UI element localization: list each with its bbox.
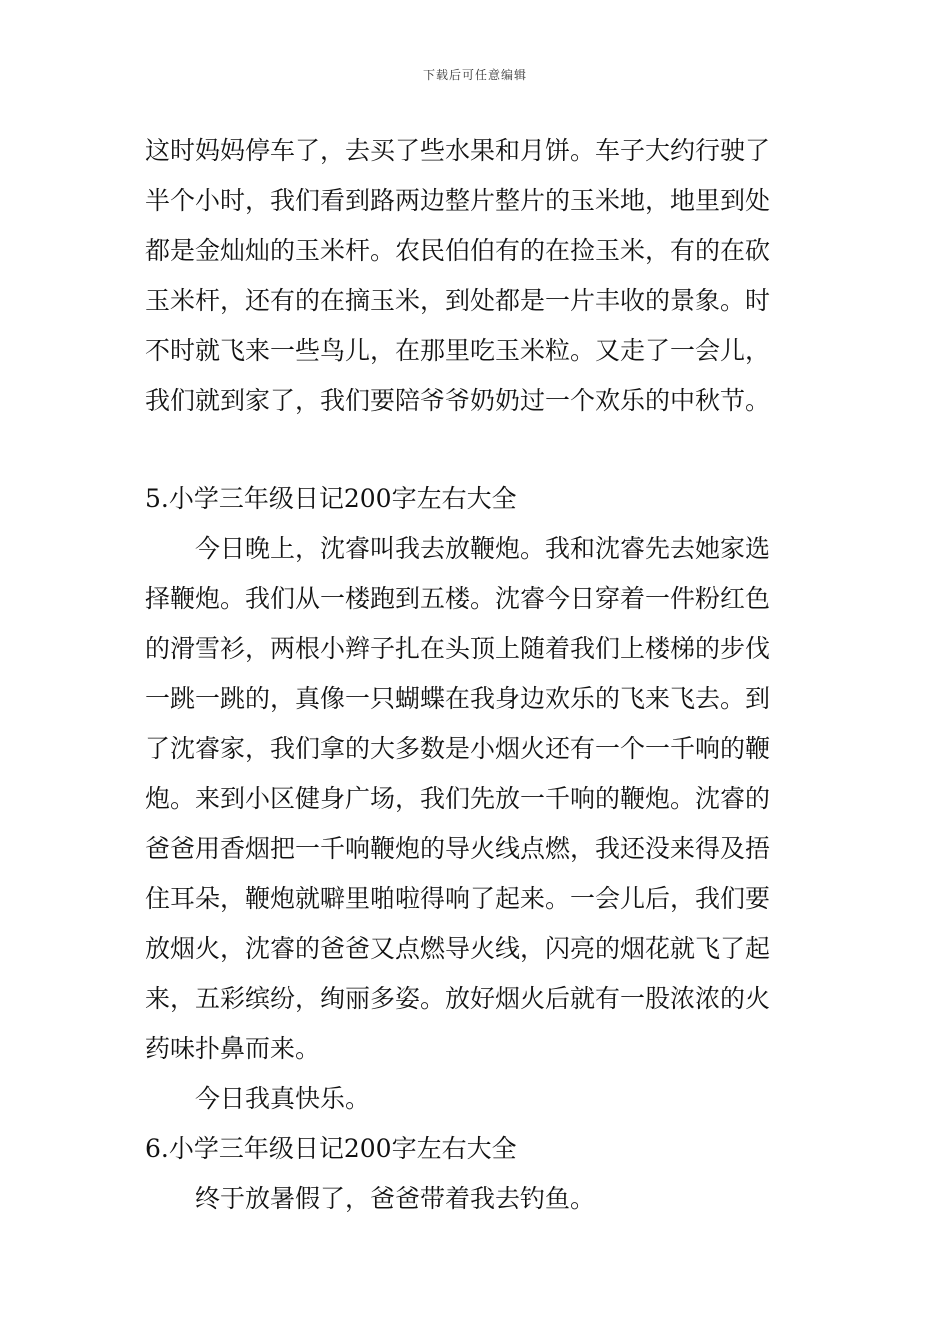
paragraph-line: 半个小时，我们看到路两边整片整片的玉米地，地里到处 [145, 186, 771, 215]
paragraph-line: 药味扑鼻而来。 [145, 1034, 321, 1063]
paragraph-line: 爸爸用香烟把一千响鞭炮的导火线点燃，我还没来得及捂 [145, 834, 771, 863]
section-6 [145, 1124, 810, 1224]
document-body [145, 126, 810, 1224]
paragraph-line: 我们就到家了，我们要陪爷爷奶奶过一个欢乐的中秋节。 [145, 386, 771, 415]
closing-line: 今日我真快乐。 [195, 1084, 371, 1113]
section-heading: 6.小学三年级日记200字左右大全 [145, 1134, 517, 1163]
paragraph-line: 玉米杆，还有的在摘玉米，到处都是一片丰收的景象。时 [145, 286, 771, 315]
paragraph-line: 来，五彩缤纷，绚丽多姿。放好烟火后就有一股浓浓的火 [145, 984, 771, 1013]
paragraph-line: 这时妈妈停车了，去买了些水果和月饼。车子大约行驶了 [145, 136, 771, 165]
paragraph-line: 不时就飞来一些鸟儿，在那里吃玉米粒。又走了一会儿， [145, 336, 771, 365]
paragraph-line: 终于放暑假了，爸爸带着我去钓鱼。 [195, 1184, 596, 1213]
paragraph-line: 的滑雪衫，两根小辫子扎在头顶上随着我们上楼梯的步伐 [145, 634, 771, 663]
paragraph-line: 住耳朵，鞭炮就噼里啪啦得响了起来。一会儿后，我们要 [145, 884, 771, 913]
section-heading: 5.小学三年级日记200字左右大全 [145, 484, 517, 513]
paragraph-line: 都是金灿灿的玉米杆。农民伯伯有的在捡玉米，有的在砍 [145, 236, 771, 265]
paragraph-line: 择鞭炮。我们从一楼跑到五楼。沈睿今日穿着一件粉红色 [145, 584, 771, 613]
paragraph-line: 了沈睿家，我们拿的大多数是小烟火还有一个一千响的鞭 [145, 734, 771, 763]
page-header: 下载后可任意编辑 [422, 68, 527, 82]
paragraph-line: 今日晚上，沈睿叫我去放鞭炮。我和沈睿先去她家选 [195, 534, 771, 563]
section-4-tail [145, 126, 810, 426]
section-gap [145, 426, 810, 474]
paragraph-line: 放烟火，沈睿的爸爸又点燃导火线，闪亮的烟花就飞了起 [145, 934, 771, 963]
paragraph-line: 一跳一跳的，真像一只蝴蝶在我身边欢乐的飞来飞去。到 [145, 684, 771, 713]
paragraph-line: 炮。来到小区健身广场，我们先放一千响的鞭炮。沈睿的 [145, 784, 771, 813]
section-5 [145, 474, 810, 1124]
